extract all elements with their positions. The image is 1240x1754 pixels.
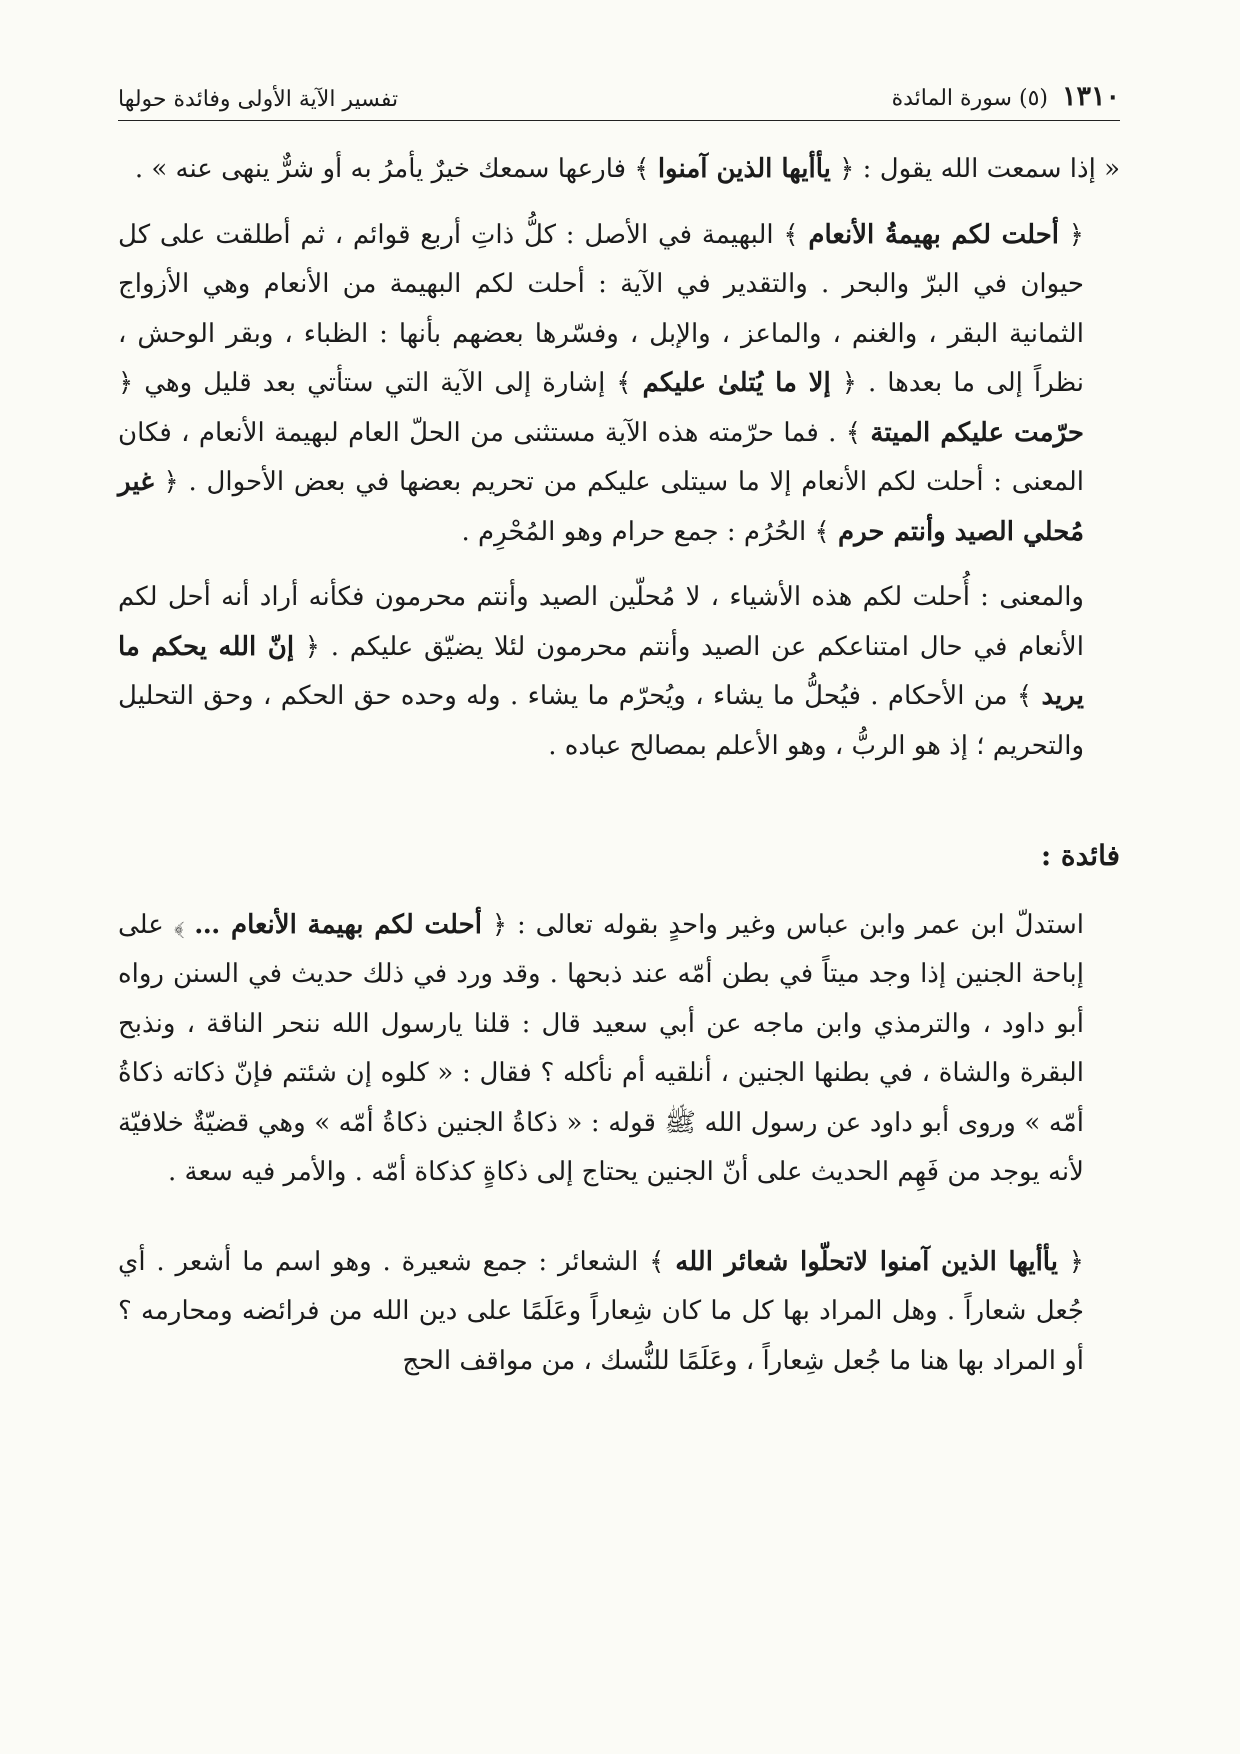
- header-topic: تفسير الآية الأولى وفائدة حولها: [118, 87, 399, 112]
- quran-quote: إنّ الله يحكم ما يريد: [118, 631, 1084, 711]
- quran-quote: أحلت لكم بهيمة الأنعام …: [194, 909, 482, 940]
- header-right: [892, 81, 1120, 112]
- body-text: [118, 145, 1120, 1386]
- quran-quote: حرّمت عليكم الميتة: [870, 417, 1084, 448]
- paragraph: والمعنى : أُحلت لكم هذه الأشياء ، لا مُحلّين الصيد وأنتم محرمون فكأنه أراد أنه أحل لكم الأنعام في حال امتناعكم عن الصيد وأنتم محرمون لئلا يضيّق عليكم . ﴿ إنّ الله يحكم ما يريد ﴾ من الأحكام . فيُحلُّ ما يشاء ، ويُحرّم ما يشاء . وله وحده حق الحكم ، وحق التحليل والتحريم ؛ إذ هو الربُّ ، وهو الأعلم بمصالح عباده .: [118, 582, 1084, 761]
- header-rule: [118, 120, 1120, 121]
- running-header: [118, 68, 1120, 112]
- page-number: ١٣١٠: [1061, 81, 1120, 112]
- paragraph: ﴿ يأأيها الذين آمنوا لاتحلّوا شعائر الله ﴾ الشعائر : جمع شعيرة . وهو اسم ما أشعر . أي جُعل شعاراً . وهل المراد بها كل ما كان شِعاراً وعَلَمًا على دين الله من فرائضه ومحارمه ؟ أو المراد بها هنا ما جُعل شِعاراً ، وعَلَمًا للنُّسك ، من مواقف الحج: [118, 1246, 1085, 1376]
- section-title: فائدة :: [1040, 839, 1120, 872]
- surah-name: (٥) سورة المائدة: [891, 86, 1048, 111]
- paragraph: استدلّ ابن عمر وابن عباس وغير واحدٍ بقوله تعالى : ﴿ أحلت لكم بهيمة الأنعام … ﴾ على إباحة الجنين إذا وجد ميتاً في بطن أمّه عند ذبحها . وقد ورد في ذلك حديث في السنن رواه أبو داود ، والترمذي وابن ماجه عن أبي سعيد قال : قلنا يارسول الله ننحر الناقة ، ونذبح البقرة والشاة ، في بطنها الجنين ، أنلقيه أم نأكله ؟ فقال : « كلوه إن شئتم فإنّ ذكاته ذكاةُ أمّه » وروى أبو داود عن رسول الله ﷺ قوله : « ذكاةُ الجنين ذكاةُ أمّه » وهي قضيّةٌ خلافيّة لأنه يوجد من فَهِم الحديث على أنّ الجنين يحتاج إلى ذكاةٍ كذكاة أمّه . والأمر فيه سعة .: [118, 909, 1084, 1187]
- paragraph: « إذا سمعت الله يقول : ﴿ يأأيها الذين آمنوا ﴾ فارعها سمعك خيرٌ يأمرُ به أو شرٌّ ينهى عنه » .: [134, 154, 1120, 184]
- quran-quote: يأأيها الذين آمنوا لاتحلّوا شعائر الله: [675, 1246, 1058, 1277]
- quran-quote: أحلت لكم بهيمةُ الأنعام: [808, 219, 1060, 250]
- quran-quote: إلا ما يُتلىٰ عليكم: [642, 368, 831, 398]
- paragraph: ﴿ أحلت لكم بهيمةُ الأنعام ﴾ البهيمة في الأصل : كلُّ ذاتِ أربع قوائم ، ثم أطلقت على كل حيوان في البرّ والبحر . والتقدير في الآية : أحلت لكم البهيمة من الأنعام وهي الأزواج الثمانية البقر ، والغنم ، والماعز ، والإبل ، وفسّرها بعضهم بأنها : الظباء ، وبقر الوحش ، نظراً إلى ما بعدها . ﴿ إلا ما يُتلىٰ عليكم ﴾ إشارة إلى الآية التي ستأتي بعد قليل وهي ﴿ حرّمت عليكم الميتة ﴾ . فما حرّمته هذه الآية مستثنى من الحلّ العام لبهيمة الأنعام ، فكان المعنى : أحلت لكم الأنعام إلا ما سيتلى عليكم من تحريم بعضها في بعض الأحوال . ﴿ غير مُحلي الصيد وأنتم حرم ﴾ الحُرُم : جمع حرام وهو المُحْرِم .: [118, 219, 1085, 547]
- quran-quote: غير مُحلي الصيد وأنتم حرم: [118, 467, 1084, 547]
- quran-quote: يأأيها الذين آمنوا: [657, 154, 831, 184]
